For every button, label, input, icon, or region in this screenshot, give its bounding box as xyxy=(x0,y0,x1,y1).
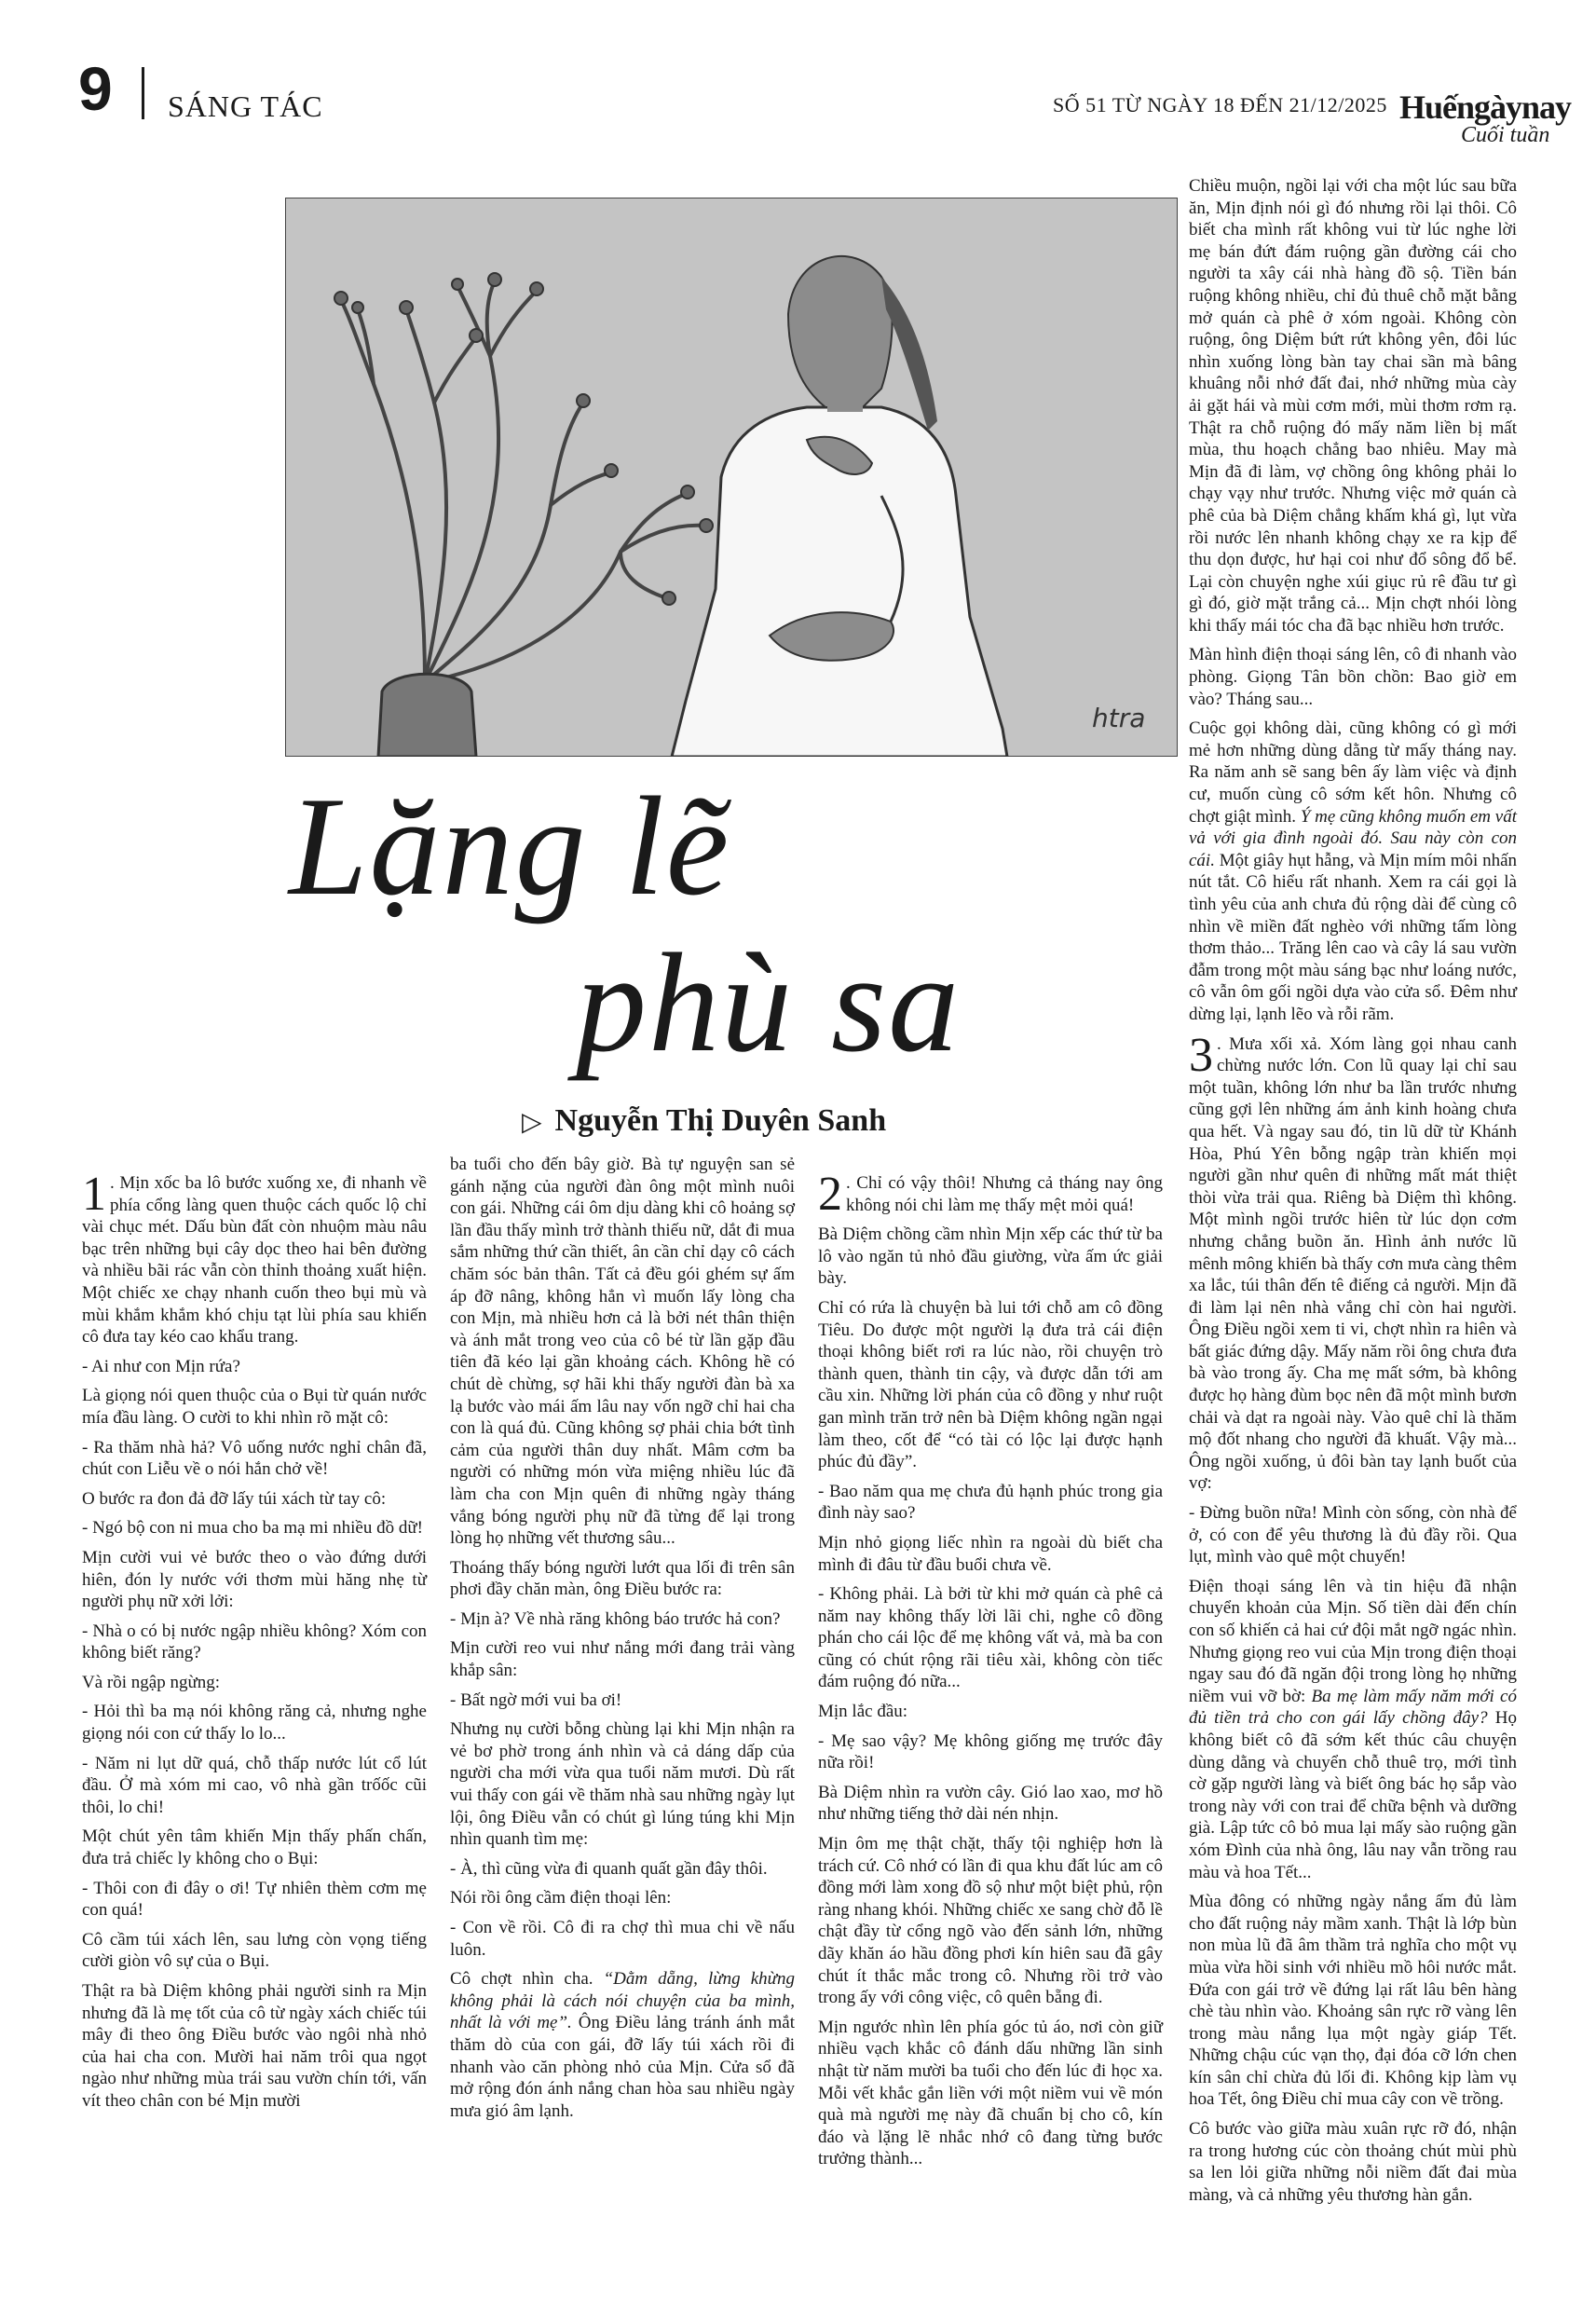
paragraph: Chỉ có rứa là chuyện bà lui tới chỗ am cô đồng Tiêu. Do được một người lạ đưa trả cái điện thoại không biết rơi ra lúc nào, rồi chuyện trò thành quen, thành tin cậy, và được dẫn tới am cầu xin. Những lời phán của cô đồng y như ruột gan mình trăn trở nên bà Diệm không ngần ngại làm theo, cốt để “có tài có lộc lại được hạnh phúc đủ đầy”. xyxy=(818,1297,1163,1472)
newspaper-logo: Huếngàynay xyxy=(1399,89,1572,126)
paragraph: Điện thoại sáng lên và tin hiệu đã nhận chuyển khoản của Mịn. Số tiền dài đến chín con số khiến cả hai cứ đội mắt ngỡ ngác nhìn. Nhưng giọng reo vui của Mịn trong điện thoại ngay sau đó đã ngăn đội trong lòng họ những niềm vui vỡ bờ: Ba mẹ làm mấy năm mới có đủ tiền trả cho con gái lấy chồng đây? Họ không biết cô đã sớm kết thúc câu chuyện dùng dằng và chuyển chỗ thuê trọ, mới tình cờ gặp người làng và biết ông bác họ sắp vào trong này với con trai để chữa bệnh và dưỡng già. Lập tức cô bỏ mua lại mấy sào ruộng gần xóm Đình của nhà ông, lâu nay vẫn trồng rau màu và hoa Tết... xyxy=(1189,1576,1517,1882)
paragraph: Bà Diệm chồng cầm nhìn Mịn xếp các thứ từ ba lô vào ngăn tủ nhỏ đầu giường, vừa ấm ức giải bày. xyxy=(818,1224,1163,1289)
paragraph: Chiều muộn, ngồi lại với cha một lúc sau bữa ăn, Mịn định nói gì đó nhưng rồi lại thôi. Cô biết cha mình rất không vui từ lúc nghe lời mẹ bán đứt đám ruộng gần đường cái cho người ta xây cái nhà hàng đồ sộ. Tiền bán ruộng không nhiều, chỉ đủ thuê chỗ mặt bằng mở quán cà phê ở xóm ngoài. Không còn ruộng, ông Diệm bứt rứt không yên, đôi lúc nhìn xuống lòng bàn tay chai sần mà bâng khuâng nỗi nhớ đất đai, nhớ những mùa cày ải gặt hái và mùi cơm mới, mùi thơm rơm rạ. Thật ra chỗ ruộng đó mấy năm liền bị mất mùa, thu hoạch chẳng bao nhiêu. May mà Mịn đã đi làm, vợ chồng ông không phải lo chạy vạy như trước. Nhưng việc mở quán cà phê của bà Diệm chẳng khấm khá gì, lụt vừa rồi nước lên nhanh không chạy xe ra kịp để thu dọn được, hư hại coi như đổ sông đổ bể. Lại còn chuyện nghe xúi giục rủ rê đầu tư gì gì đó, giờ mặt trắng cả... Mịn chợt nhói lòng khi thấy mái tóc cha đã bạc nhiều hơn trước. xyxy=(1189,176,1517,636)
paragraph: Mịn ôm mẹ thật chặt, thấy tội nghiệp hơn là trách cứ. Cô nhớ có lần đi qua khu đất lúc am cô đồng mới làm xong đồ sộ như một biệt phủ, rộn ràng nhang khói. Những chiếc xe sang chờ đỗ lề chật đầy từ cổng ngõ vào đến sảnh lớn, những dãy khăn áo hầu đồng phơi kín hiên sau đã gây chút ít thắc mắc trong cô. Nhưng rồi trở vào trong ấy với công việc, cô quên bẵng đi. xyxy=(818,1834,1163,2008)
paragraph: - Ai như con Mịn rứa? xyxy=(82,1356,240,1376)
paragraph: - Hỏi thì ba mạ nói không răng cả, nhưng nghe giọng nói con cứ thấy lo lo... xyxy=(82,1702,427,1744)
paragraph: - Thôi con đi đây o ơi! Tự nhiên thèm cơm mẹ con quá! xyxy=(82,1878,427,1921)
newspaper-logo-sub: Cuối tuần xyxy=(1461,123,1550,147)
italic-quote: Ý mẹ cũng không muốn em vất vả với gia đình ngoài đó. Sau này còn con cái. xyxy=(1189,806,1517,870)
drop-cap: 3 xyxy=(1189,1028,1213,1082)
paragraph: Một chút yên tâm khiến Mịn thấy phấn chấn, đưa trả chiếc ly không cho o Bụi: xyxy=(82,1826,427,1869)
paragraph: - Bất ngờ mới vui ba ơi! xyxy=(450,1690,622,1710)
text-column-4 xyxy=(1189,175,1517,2213)
paragraph: - Nhà o có bị nước ngập nhiều không? Xóm con không biết răng? xyxy=(82,1621,427,1663)
paragraph: - Ngó bộ con ni mua cho ba mạ mi nhiều đồ dữ! xyxy=(82,1518,423,1539)
paragraph: - Mịn à? Về nhà răng không báo trước hả con? xyxy=(450,1608,781,1629)
paragraph: Màn hình điện thoại sáng lên, cô đi nhanh vào phòng. Giọng Tân bồn chồn: Bao giờ em vào? Tháng sau... xyxy=(1189,645,1517,709)
story-illustration xyxy=(285,198,1178,757)
paragraph: O bước ra đon đả đỡ lấy túi xách từ tay cô: xyxy=(82,1488,387,1509)
article-title-line-1: Lặng lẽ xyxy=(289,768,731,924)
drop-cap: 1 xyxy=(82,1168,106,1221)
paragraph: 1 . Mịn xốc ba lô bước xuống xe, đi nhanh về phía cổng làng quen thuộc cách quốc lộ chỉ vài chục mét. Dấu bùn đất còn nhuộm màu nâu bạc trên những bụi cây dọc theo hai bên đường và nhiều bãi rác vẫn còn thỉnh thoảng xuất hiện. Một chiếc xe chạy nhanh cuốn theo bụi mù và mùi khắm khắm khó chịu tạt lùi phía sau khiến cô đưa tay kéo cao khẩu trang. xyxy=(82,1168,427,1348)
issue-info: SỐ 51 TỪ NGÀY 18 ĐẾN 21/12/2025 xyxy=(1053,93,1387,116)
vase xyxy=(378,674,476,757)
paragraph: - Con về rồi. Cô đi ra chợ thì mua chi về nấu luôn. xyxy=(450,1918,795,1960)
paragraph: Mịn ngước nhìn lên phía góc tủ áo, nơi còn giữ nhiều vạch khắc cô đánh dấu những lần sinh nhật từ năm mười ba tuổi cho đến lúc đi học xa. Mỗi vết khắc gắn liền với một niềm vui về món quà mà người mẹ này đã chuẩn bị cho cô, kín đáo và lặng lẽ nhắc nhớ cô đang từng bước trưởng thành... xyxy=(818,2017,1163,2169)
paragraph: Nhưng nụ cười bỗng chùng lại khi Mịn nhận ra vẻ bơ phờ trong ánh nhìn và cả dáng dấp của người cha mới vừa qua tuổi năm mươi. Dù rất vui thấy con gái về thăm nhà sau những ngày lụt lội, ông Điều vẫn có chút gì lúng túng khi Mịn nhìn quanh tìm mẹ: xyxy=(450,1719,795,1850)
paragraph: - Bao năm qua mẹ chưa đủ hạnh phúc trong gia đình này sao? xyxy=(818,1481,1163,1524)
header-divider xyxy=(142,67,144,119)
paragraph: Cô cầm túi xách lên, sau lưng còn vọng tiếng cười giòn vô sự của o Bụi. xyxy=(82,1929,427,1972)
drop-cap: 2 xyxy=(818,1168,842,1221)
paragraph: Bà Diệm nhìn ra vườn cây. Gió lao xao, mơ hồ như những tiếng thở dài nén nhịn. xyxy=(818,1782,1163,1825)
page-number: 9 xyxy=(78,54,113,123)
paragraph: Mịn lắc đầu: xyxy=(818,1702,908,1722)
italic-quote: “Dằm dẵng, lừng khừng không phải là cách nói chuyện của ba mình, nhất là với mẹ”. xyxy=(450,1969,796,2033)
paragraph: Mịn nhỏ giọng liếc nhìn ra ngoài dù biết cha mình đi đâu từ đầu buổi chưa về. xyxy=(818,1532,1163,1575)
text-column-3 xyxy=(818,1168,1163,2178)
paragraph: Mùa đông có những ngày nắng ấm đủ làm cho đất ruộng nảy mầm xanh. Thật là lớp bùn non mùa lũ đã âm thầm trả nghĩa cho một vụ mùa vừa hồi sinh với nhiều mồ hôi nước mắt. Đứa con gái trở về đứng lại rất lâu bên hàng chè tàu nhìn vào. Khoảng sân rực rỡ vàng lên trong màu nắng lụa một ngày giáp Tết. Những chậu cúc vạn thọ, đại đóa cỡ lớn chen kín sân chỉ chừa đủ lối đi. Không kịp làm vụ hoa Tết, ông Điều chỉ mua cây con về trồng. xyxy=(1189,1892,1517,2110)
artist-signature: htra xyxy=(1092,703,1146,733)
paragraph: 2 . Chỉ có vậy thôi! Nhưng cả tháng nay ông không nói chi làm mẹ thấy mệt mỏi quá! xyxy=(818,1168,1163,1221)
paragraph: Và rồi ngập ngừng: xyxy=(82,1672,221,1692)
paragraph: Thoáng thấy bóng người lướt qua lối đi trên sân phơi đầy chăn màn, ông Điều bước ra: xyxy=(450,1557,795,1600)
page-header xyxy=(0,0,1596,149)
author-name: Nguyễn Thị Duyên Sanh xyxy=(554,1103,887,1138)
triangle-icon: ▷ xyxy=(522,1108,542,1137)
paragraph: - Không phải. Là bởi từ khi mở quán cà phê cả năm nay không thấy lời lãi chi, nghe cô đồng phán cho cái lộc để mẹ không vất vả, mà ba con cũng có chút rộng rãi tiêu xài, không còn tiếc đám ruộng đó nữa... xyxy=(818,1584,1163,1692)
paragraph: ba tuổi cho đến bây giờ. Bà tự nguyện san sẻ gánh nặng của người đàn ông một mình nuôi con gái. Những cái ôm dịu dàng khi cô hoảng sợ lần đầu thấy mình trở thành thiếu nữ, dắt đi mua sắm những thứ cần thiết, ân cần chỉ dạy cô cách chăm sóc bản thân. Tất cả đều gói ghém sự ấm áp đỡ nâng, không hẳn vì muốn lấy lòng cha con Mịn, mà nhiều hơn cả là bởi nét thân thiện và ánh mắt trong veo của cô bé từ lần gặp đầu tiên đã kéo lại gần khoảng cách. Không hề có chút dè chừng, sợ hãi khi thấy người đàn bà xa lạ bước vào mái ấm lâu nay vốn ngỡ chỉ hai cha con là quá đủ. Cũng không sợ phải chia bớt tình cảm của người thân duy nhất. Mâm cơm ba người có những món vừa miệng nhiều lúc đã làm cha con Mịn quên đi những ngày tháng vắng bóng người phụ nữ đã từng để lại trong lòng họ những vết thương sâu... xyxy=(450,1155,795,1549)
italic-quote: Ba mẹ làm mấy năm mới có đủ tiền trả cho con gái lấy chồng đây? xyxy=(1189,1686,1517,1729)
paragraph: - Ra thăm nhà hả? Vô uống nước nghỉ chân đã, chút con Liễu về o nói hắn chở về! xyxy=(82,1437,427,1480)
section-name: SÁNG TÁC xyxy=(168,89,323,123)
paragraph: Mịn cười reo vui như nắng mới đang trải vàng khắp sân: xyxy=(450,1638,795,1681)
paragraph: - Năm ni lụt dữ quá, chỗ thấp nước lút cổ lút đầu. Ở mà xóm mi cao, vô nhà gần trốốc cũi thôi, lo chi! xyxy=(82,1753,427,1817)
woman-neck xyxy=(827,384,863,412)
author-byline xyxy=(522,1103,886,1139)
paragraph: Cuộc gọi không dài, cũng không có gì mới mẻ hơn những dùng dằng từ mấy tháng nay. Ra năm anh sẽ sang bên ấy làm việc và định cư, muốn cùng cô sớm kết hôn. Nhưng cô chợt giật mình. Ý mẹ cũng không muốn em vất vả với gia đình ngoài đó. Sau này còn con cái. Một giây hụt hẫng, và Mịn mím môi nhấn nút tắt. Cô hiểu rất nhanh. Xem ra cái gọi là tình yêu của anh chưa đủ rộng dài để cùng cô nhìn về miền đất nghèo với những tấm lòng thơm thảo... Trăng lên cao và cây lá sau vườn đẫm trong một màu sáng bạc như loáng nước, cô vẫn ôm gối ngồi dựa vào cửa sổ. Đêm như dừng lại, lạnh lẽo và rỗi rãm. xyxy=(1189,718,1517,1024)
text-column-1 xyxy=(82,1168,427,2120)
paragraph: - Mẹ sao vậy? Mẹ không giống mẹ trước đây nữa rồi! xyxy=(818,1731,1163,1773)
paragraph: Nói rồi ông cầm điện thoại lên: xyxy=(450,1888,672,1908)
paragraph: Cô chợt nhìn cha. “Dằm dẵng, lừng khừng không phải là cách nói chuyện của ba mình, nhất là với mẹ”. Ông Điều lảng tránh ánh mắt thăm dò của con gái, đỡ lấy túi xách rồi đi nhanh vào căn phòng nhỏ của Mịn. Cửa sổ đã mở rộng đón ánh nắng chan hòa sau nhiều ngày mưa gió âm lạnh. xyxy=(450,1969,796,2121)
paragraph: Cô bước vào giữa màu xuân rực rỡ đó, nhận ra trong hương cúc còn thoảng chút mùi phù sa len lỏi giữa những nỗi niềm đất đai mùa màng, và cả những yêu thương hàn gắn. xyxy=(1189,2119,1517,2205)
text-column-2 xyxy=(450,1154,795,2129)
paragraph: 3 . Mưa xối xả. Xóm làng gọi nhau canh chừng nước lớn. Con lũ quay lại chỉ sau một tuần, không lớn như ba lần trước nhưng cũng gợi lên những ám ảnh kinh hoàng chưa qua hết. Và ngay sau đó, tin lũ dữ từ Khánh Hòa, Phú Yên bỗng ngập tràn khiến mọi người gần như quên đi những mất mát thiệt thòi vừa trải qua. Riêng bà Diệm thì không. Một mình ngồi trước hiên từ lúc dọn cơm nhưng chẳng buồn ăn. Hình ảnh nước lũ mênh mông khiến bà thấy cơn mưa càng thêm xa lắc, túi thân đến tê điếng cả người. Mịn đã đi làm lại nên nhà vắng chỉ còn hai người. Ông Điều ngồi xem ti vi, chợt nhìn ra hiên và bất giác đứng dậy. Mấy năm rồi ông chưa đưa bà vào trong ấy. Cha mẹ mất sớm, bà không được họ hàng đùm bọc nên đã một mình bươn chải và dạt ra ngoài này. Vào quê chỉ là thăm mộ đốt nhang cho người đã khuất. Vậy mà... Ông ngồi xuống, ủ đôi bàn tay lạnh buốt của vợ: xyxy=(1189,1028,1517,1494)
paragraph: - À, thì cũng vừa đi quanh quất gần đây thôi. xyxy=(450,1858,768,1879)
paragraph: Mịn cười vui vẻ bước theo o vào đứng dưới hiên, đón ly nước với thơm mùi hăng nhẹ từ người phụ nữ xởi lởi: xyxy=(82,1547,427,1612)
paragraph: - Đừng buồn nữa! Mình còn sống, còn nhà để ở, có con để yêu thương là đủ đầy rồi. Qua lụt, mình vào quê một chuyến! xyxy=(1189,1503,1517,1567)
paragraph: Thật ra bà Diệm không phải người sinh ra Mịn nhưng đã là mẹ tốt của cô từ ngày xách chiếc túi mây đi theo ông Điều bước vào ngôi nhà nhỏ của hai cha con. Mười hai năm trôi qua ngọt ngào như những mùa trái sau vườn chín tới, vấn vít theo chân con bé Mịn mười xyxy=(82,1981,427,2111)
article-title-line-2: phù sa xyxy=(576,924,962,1081)
paragraph: Là giọng nói quen thuộc của o Bụi từ quán nước mía đầu làng. O cười to khi nhìn rõ mặt cô: xyxy=(82,1386,427,1428)
